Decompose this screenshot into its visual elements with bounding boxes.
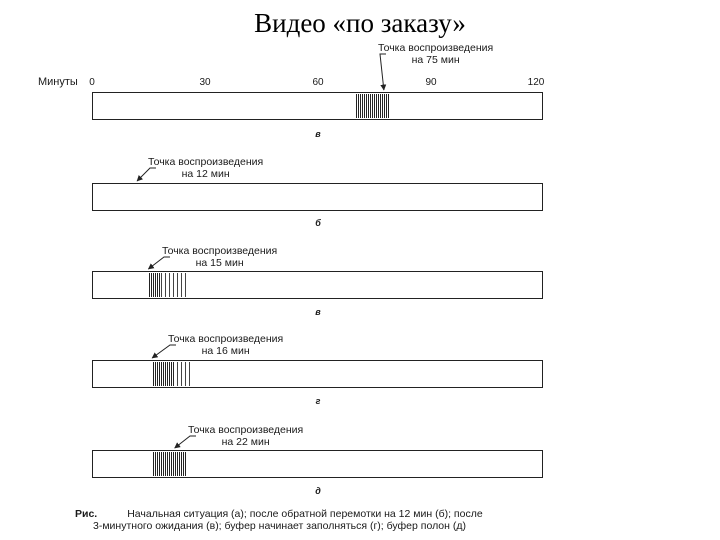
callout-minutes: на 16 мин	[201, 345, 250, 357]
callout-title: Точка воспроизведения	[378, 42, 494, 54]
axis-tick: 60	[312, 77, 324, 88]
playpoint-arrow	[175, 436, 196, 448]
callout-title: Точка воспроизведения	[162, 245, 278, 257]
panel-letter: г	[315, 396, 321, 406]
callout-minutes: на 75 мин	[411, 54, 460, 66]
callout-title: Точка воспроизведения	[168, 333, 284, 345]
playpoint-arrow	[380, 54, 386, 90]
axis-tick: 120	[527, 77, 545, 88]
panel-letter: д	[315, 486, 321, 496]
playpoint-arrow	[137, 168, 156, 181]
caption-lead: Рис.	[75, 508, 98, 520]
axis-tick: 30	[199, 77, 211, 88]
panel-letter: в	[315, 307, 321, 317]
axis-tick: 0	[89, 77, 95, 88]
callout-title: Точка воспроизведения	[148, 156, 264, 168]
callout-minutes: на 12 мин	[181, 168, 230, 180]
callout-title: Точка воспроизведения	[188, 424, 304, 436]
playpoint-arrow	[148, 257, 170, 269]
caption-line-1: Начальная ситуация (а); после обратной перемотки на 12 мин (б); после	[127, 508, 483, 520]
axis-label: Минуты	[38, 76, 78, 88]
panel-letter: в	[315, 129, 321, 139]
axis-tick: 90	[425, 77, 437, 88]
caption-line-2: 3-минутного ожидания (в); буфер начинает заполняться (г); буфер полон (д)	[93, 520, 466, 532]
callout-minutes: на 22 мин	[221, 436, 270, 448]
playpoint-arrow	[152, 345, 176, 358]
slide-title: Видео «по заказу»	[254, 8, 466, 38]
figure-caption	[75, 508, 685, 532]
panel-letter: б	[315, 218, 321, 228]
callout-minutes: на 15 мин	[195, 257, 244, 269]
